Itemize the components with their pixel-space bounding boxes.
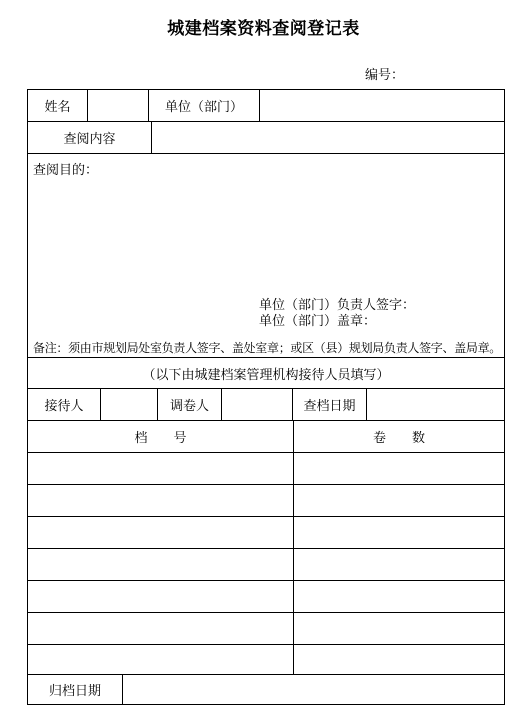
archive-number-field[interactable] bbox=[28, 549, 293, 580]
archive-number-field[interactable] bbox=[28, 517, 293, 548]
name-label: 姓名 bbox=[44, 100, 71, 115]
content-field[interactable] bbox=[152, 122, 504, 153]
archive-number-field[interactable] bbox=[28, 645, 293, 674]
purpose-field[interactable] bbox=[33, 178, 499, 288]
filing-date-label: 归档日期 bbox=[48, 684, 101, 699]
department-stamp-label: 单位（部门）盖章： bbox=[259, 314, 377, 329]
remark-note: 备注：须由市规划局处室负责人签字、盖处室章；或区（县）规划局负责人签字、盖局章。 bbox=[33, 341, 502, 355]
volume-count-field[interactable] bbox=[294, 613, 504, 644]
volume-count-field[interactable] bbox=[294, 453, 504, 484]
staff-section-header: （以下由城建档案管理机构接待人员填写） bbox=[142, 367, 390, 383]
archive-number-field[interactable] bbox=[28, 453, 293, 484]
serial-number-label: 编号： bbox=[365, 68, 405, 83]
volume-count-field[interactable] bbox=[294, 549, 504, 580]
purpose-label: 查阅目的： bbox=[33, 163, 99, 178]
unit-field[interactable] bbox=[260, 90, 504, 121]
archive-number-field[interactable] bbox=[28, 485, 293, 516]
row-divider bbox=[28, 153, 504, 154]
volume-count-header: 卷 数 bbox=[372, 431, 425, 446]
volume-count-field[interactable] bbox=[294, 485, 504, 516]
retrieval-date-field[interactable] bbox=[367, 389, 504, 420]
archive-number-field[interactable] bbox=[28, 581, 293, 612]
volume-count-field[interactable] bbox=[294, 645, 504, 674]
receiver-field[interactable] bbox=[101, 389, 157, 420]
form-title: 城建档案资料查阅登记表 bbox=[167, 19, 360, 39]
name-field[interactable] bbox=[88, 90, 148, 121]
archive-number-header: 档 号 bbox=[134, 431, 187, 446]
retriever-field[interactable] bbox=[222, 389, 292, 420]
receiver-label: 接待人 bbox=[44, 399, 84, 414]
retriever-label: 调卷人 bbox=[169, 399, 209, 414]
filing-date-field[interactable] bbox=[123, 675, 504, 704]
archive-number-field[interactable] bbox=[28, 613, 293, 644]
department-head-signature-label: 单位（部门）负责人签字： bbox=[259, 298, 416, 313]
retrieval-date-label: 查档日期 bbox=[303, 399, 356, 414]
registration-form bbox=[27, 89, 505, 705]
volume-count-field[interactable] bbox=[294, 517, 504, 548]
content-label: 查阅内容 bbox=[63, 132, 116, 147]
volume-count-field[interactable] bbox=[294, 581, 504, 612]
unit-label: 单位（部门） bbox=[164, 100, 243, 115]
